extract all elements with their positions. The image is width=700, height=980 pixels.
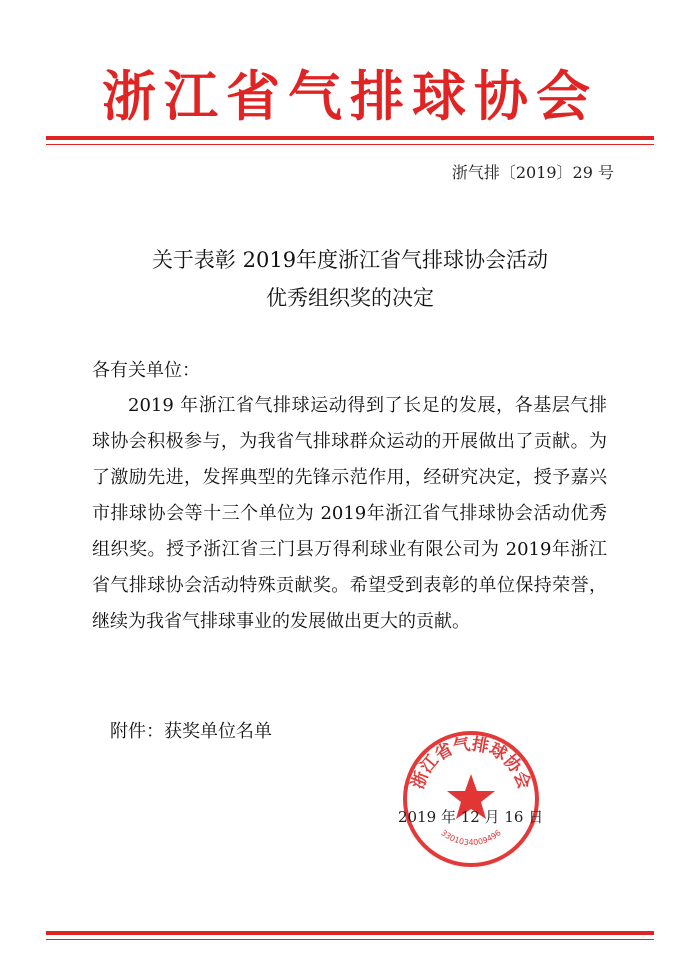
- document-date: 2019 年 12 月 16 日: [398, 808, 544, 826]
- footer-rule-thin: [46, 939, 654, 940]
- document-title-line-2: 优秀组织奖的决定: [266, 286, 434, 310]
- letterhead-rule-thin: [46, 144, 654, 145]
- salutation: 各有关单位：: [92, 360, 200, 381]
- seal-code-text: 3301034009496: [439, 828, 503, 848]
- footer-rule-thick: [46, 931, 654, 935]
- seal-org-text: 浙江省气排球协会: [408, 734, 534, 792]
- document-title-line-1: 关于表彰 2019年度浙江省气排球协会活动: [151, 248, 549, 272]
- attachment-line: 附件：获奖单位名单: [110, 721, 272, 742]
- letterhead-rule-thick: [46, 136, 654, 140]
- official-seal-stamp: [400, 728, 542, 870]
- body-paragraph: 2019 年浙江省气排球运动得到了长足的发展，各基层气排球协会积极参与，为我省气排球群众运动的开展做出了贡献。为了激励先进，发挥典型的先锋示范作用，经研究决定，授予嘉兴市排球协会等十三个单位为 2019年浙江省气排球协会活动优秀组织奖。授予浙江省三门县万得利球业有限公司为 2019年浙江省气排球协会活动特殊贡献奖。希望受到表彰的单位保持荣誉，继续为我省气排球事业的发展做出更大的贡献。: [92, 395, 607, 632]
- document-number: 浙气排〔2019〕29 号: [451, 163, 614, 182]
- letterhead-org-name: 浙江省气排球协会: [102, 65, 598, 128]
